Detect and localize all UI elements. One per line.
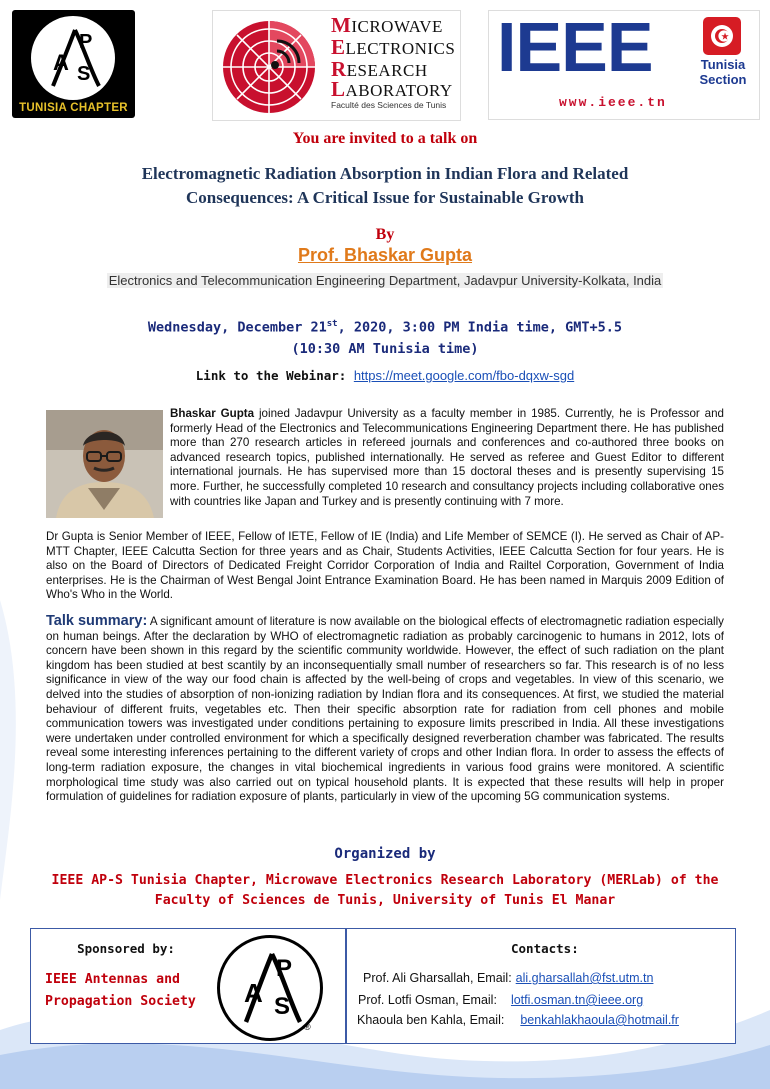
aps-emblem-icon xyxy=(31,16,115,100)
svg-text:A: A xyxy=(53,50,69,75)
webinar-link[interactable]: https://meet.google.com/fbo-dqxw-sgd xyxy=(353,368,575,383)
aps-tunisia-chapter-logo xyxy=(12,10,135,118)
schedule-line-1: Wednesday, December 21st, 2020, 3:00 PM India time, GMT+5.5 xyxy=(147,319,623,336)
talk-title-line-1: Electromagnetic Radiation Absorption in Indian Flora and Related xyxy=(141,164,629,183)
merl-line-3: ESEARCH xyxy=(346,61,428,80)
talk-title-line-2: Consequences: A Critical Issue for Sustainable Growth xyxy=(186,188,584,207)
footer-box xyxy=(30,928,736,1044)
sponsor-name xyxy=(45,969,196,1013)
footer-divider xyxy=(345,929,347,1043)
bio-name: Bhaskar Gupta xyxy=(170,407,255,420)
by-label: By xyxy=(375,226,395,243)
aps-logo-circle xyxy=(31,16,115,100)
ieee-section-label xyxy=(695,57,751,87)
speaker-photo xyxy=(46,410,163,518)
sponsor-line-1: IEEE Antennas and xyxy=(45,972,180,987)
contact-name: Prof. Ali Gharsallah, Email: xyxy=(363,971,512,985)
organizers-line-1: IEEE AP-S Tunisia Chapter, Microwave Electronics Research Laboratory (MERLab) of the xyxy=(51,873,719,888)
contact-email-link[interactable]: lotfi.osman.tn@ieee.org xyxy=(510,993,644,1007)
merl-emblem-icon xyxy=(217,11,325,119)
ieee-wordmark: IEEE xyxy=(497,8,653,86)
contact-email-link[interactable]: ali.gharsallah@fst.utm.tn xyxy=(515,971,654,985)
merl-faculty: Faculté des Sciences de Tunis xyxy=(331,100,447,110)
section-line-1: Tunisia xyxy=(700,57,746,72)
section-line-2: Section xyxy=(699,72,747,87)
contact-name: Khaoula ben Kahla, Email: xyxy=(357,1013,505,1027)
speaker-name: Prof. Bhaskar Gupta xyxy=(297,245,473,265)
merl-line-2: LECTRONICS xyxy=(345,39,456,58)
aps-society-logo xyxy=(217,935,323,1041)
speaker-affiliation xyxy=(0,273,770,288)
bio-paragraph-2: Dr Gupta is Senior Member of IEEE, Fellow of IETE, Fellow of IE (India) and Life Member of SEMCE (I). He served as Chair of AP-MTT Chapter, IEEE Calcutta Section for three years and as Chair, Students Activities, IEEE Calcutta Section for four years. He is also on the Board of Directors of Dedicated Freight Corridor Corporation of India and Railtel Corporation, Government of India enterprises. He is the Chairman of West Bengal Joint Entrance Examination Board. He has been named in Marquis 2009 Edition of Who's Who in the World. xyxy=(46,530,724,602)
schedule-line-2: (10:30 AM Tunisia time) xyxy=(291,340,479,357)
ieee-url[interactable]: www.ieee.tn xyxy=(559,95,667,110)
summary-text: A significant amount of literature is now available on the biological effects of electromagnetic radiation especially on human beings. After the declaration by WHO of electromagnetic radiation as probably carcinogenic to humans in 2012, lots of concern have been shown in this regard by the scientific community worldwide. However, the effect of such radiation on the plant kingdom has been studied at best scantily by an inconsequentially small number of researchers so far. This research is of no less significance in view of the way our food chain is affected by the well-being of crops and vegetables. In view of this scenario, we delved into the studies of absorption of non-ionizing radiation by Indian flora and its consequences. At first, we studied the material behaviour of different fruits, vegetables etc. Then their specific absorption rate for radiation from cell phones and mobile communication towers was investigated under conditions pertaining to exposure limits prescribed in India. All these investigations were undertaken under controlled environment for which a specifically designed reverberation chamber was fabricated. The results reveal some interesting inferences pertaining to the different variety of crops and other Indian flora. In order to assess the effects of long-term radiation exposure, the changes in vital biochemical ingredients in various food grains were monitored. A scientific morphological time study was also carried out on typical household plants. It is expected that these results will help in proper formulation of guidelines for radiation exposure of plants, particularly in view of the upcoming 5G communication systems. xyxy=(46,615,724,804)
merl-cap-e: E xyxy=(331,35,346,59)
svg-text:P: P xyxy=(79,31,93,53)
webinar-line xyxy=(0,368,770,383)
affiliation-text: Electronics and Telecommunication Engineering Department, Jadavpur University-Kolkata, India xyxy=(108,273,662,288)
contact-row xyxy=(357,1013,679,1027)
contact-row xyxy=(363,971,653,985)
aps-chapter-label: TUNISIA CHAPTER xyxy=(19,102,128,114)
aps-emblem-icon xyxy=(220,938,320,1038)
bio-paragraph-1: Bhaskar Gupta joined Jadavpur University as a faculty member in 1985. Currently, he is Professor and formerly Head of the Electronics and Telecommunications Engineering Department there. He has published more than 270 research articles in refereed journals and conferences and co-authored three books on advanced research topics, published internationally. He served as referee and Guest Editor to different international journals. He has supervised more than 15 doctoral theses and is presently supervising 15 more. Further, he successfully completed 10 research and consultancy projects including collaborative ones with countries like Japan and Turkey and is presently continuing with 7 more. xyxy=(170,407,724,508)
schedule xyxy=(0,314,770,360)
merl-line-1: ICROWAVE xyxy=(351,17,443,36)
tunisia-flag-icon xyxy=(703,17,741,55)
invite-line: You are invited to a talk on xyxy=(292,130,478,147)
merl-cap-r: R xyxy=(331,57,347,81)
merl-cap-l: L xyxy=(331,77,346,101)
svg-text:P: P xyxy=(276,955,293,982)
merl-line-4: ABORATORY xyxy=(345,81,453,100)
webinar-label: Link to the Webinar: xyxy=(195,368,347,383)
svg-text:S: S xyxy=(77,63,91,85)
svg-text:S: S xyxy=(274,993,291,1020)
svg-text:A: A xyxy=(244,978,263,1008)
sponsor-line-2: Propagation Society xyxy=(45,994,196,1009)
summary-label: Talk summary: xyxy=(46,613,148,629)
contact-name: Prof. Lotfi Osman, Email: xyxy=(358,993,497,1007)
sponsored-label: Sponsored by: xyxy=(77,941,175,956)
organized-label: Organized by xyxy=(334,846,436,862)
merl-cap-m: M xyxy=(331,13,352,37)
contacts-label: Contacts: xyxy=(511,941,579,956)
organizers xyxy=(0,871,770,911)
talk-summary xyxy=(46,614,724,805)
talk-title xyxy=(0,162,770,210)
contact-email-link[interactable]: benkahlakhaoula@hotmail.fr xyxy=(520,1013,679,1027)
registered-mark: ® xyxy=(304,1022,311,1032)
ieee-tunisia-logo xyxy=(488,10,760,120)
merl-logo xyxy=(212,10,461,121)
organizers-line-2: Faculty of Sciences de Tunis, University of Tunis El Manar xyxy=(154,893,616,908)
contact-row xyxy=(358,993,643,1007)
